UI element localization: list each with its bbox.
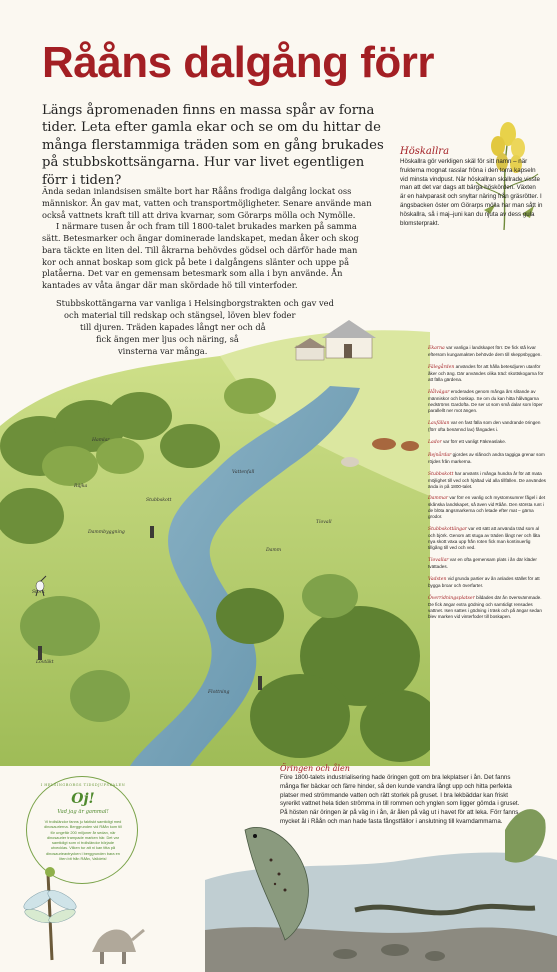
- page-title: Rååns dalgång förr: [42, 38, 434, 87]
- hoskallra-title: Höskallra: [400, 146, 450, 157]
- label-lovtakt: Lövtäkt: [36, 660, 54, 665]
- label-hamlar: Hamlar: [92, 438, 110, 443]
- label-stubbskott: Stubbskott: [146, 498, 172, 503]
- legend-entry: Rejnårdar gjordes av slånoch andra taggiga grenar som röjdes från markerna.: [428, 451, 545, 464]
- body-tapered-line-5: vinsterna var många.: [118, 346, 208, 356]
- label-rajka: Räjka: [74, 484, 88, 489]
- legend-entry: Stubbskottängar var ett sätt att använda träd som al och björk. Genom att stuga av träden långt ner och låta nya skott växa upp från roten fick man kontinuerlig tillgång till ved och ved.: [428, 526, 541, 551]
- legend-entry: Tiovallar var en ofta gemensam plats i ån där kläder tvättades.: [428, 557, 537, 570]
- legend-entry: Fälegården användes för att hålla betesdjuren utanför åker och äng. Där användes olika träd: skottskogarna för att fälla gärdena.: [428, 363, 544, 382]
- legend-entry: Vadsten vid grunda partier av ån anlades stället för att bygga broar och överfarter.: [428, 576, 540, 589]
- fish-section-text: Före 1800-talets industrialisering hade öringen gott om bra lekplatser i ån. Det fanns många fler bäckar och färre hinder, så den kunde vandra långt upp och hitta perfekta platser med strömmande vatten och rätt storlek på gruset. I bra lekbäddar kan friskt syrerikt vattnet hela tiden strömma in till rommen och ynglen som ligger gömda i gruset. På hösten när öringen är på väg in i ån, är ålen på väg ut i havet för att leka. Förr fanns mycket ål i Råån och man hade fasta fångstfällor i anslutning till kvarndammarna.: [280, 774, 520, 825]
- body-text: [42, 186, 372, 292]
- body-tapered-line-4: fick ängen mer ljus och näring, så: [96, 334, 239, 344]
- fish-section-title: Öringen och ålen: [280, 764, 350, 773]
- legend-entry: Överridningsplatser bildades där ån översvämmade. De fick ängar extra gödning och samtidigt rensades vattnet. Isen sattes i gödning i träsk och på ängar sedan blev marken vid vinterfoder till boskapen.: [428, 595, 542, 619]
- label-flottning: Flottning: [208, 690, 230, 695]
- label-tiovall: Tiovall: [316, 520, 332, 525]
- legend-column: [428, 345, 546, 626]
- body-paragraph-1: Ända sedan inlandsisen smälte bort har Rååns frodiga dalgång lockat oss människor. Ån gav mat, vatten och transportmöjligheter. Senare använde man också vattnets kraft till att driva kvarnar, som Görarps mölla och Nymölle.: [42, 186, 372, 220]
- hoskallra-text: Höskallra gör verkligen skäl för sitt namn – när frukterna mognat rasslar fröna i den torra kapseln vid minsta vindpust. När höskallran skallrade visste man att det var dags att bärga höskörden. Växten är en halvparasit och snyltar näring från gräsrötter. I ängsbacken öster om Görarps mölla har man sått in höskallra, så i maj–juni kan du njuta av dess gula blomsterprakt.: [400, 158, 543, 227]
- label-vattenfall: Vattenfall: [232, 470, 255, 475]
- body-tapered-line-3: till djuren. Träden kapades långt ner och då: [80, 322, 266, 332]
- dragonfly-dinosaur-illustration: [8, 860, 148, 972]
- bubble-subtitle: Vad jag är gammal!: [57, 809, 109, 815]
- label-damm: Damm: [266, 548, 282, 553]
- label-dammbyggning: Dammbyggning: [88, 530, 125, 535]
- fish-river-illustration: [205, 790, 557, 972]
- bubble-heading: I HELSINGBORGS TIDSDJUPSKALEN: [40, 783, 126, 787]
- landscape-illustration: [0, 296, 430, 766]
- label-stork: Stork: [32, 590, 45, 595]
- body-paragraph-2: I närmare tusen år och fram till 1800-talet brukades marken på samma sätt. Betesmarker och ängar dominerade landskapet, medan åker och skog bara täckte en liten del. Till åkrarna behövdes gödsel och därför hade man kor och annat boskap som gick på bete i dalgångens slänter och uppe på platåerna. Det var en gemensam betesmark som alla i byn använde. Ån kantades av våta ängar där man skördade hö till vinterfoder.: [42, 221, 359, 291]
- legend-entry: Lador var förr ett vanligt Fäkreaslake.: [428, 438, 507, 445]
- legend-entry: Hålvägar eroderades genom många års slitande av människor och boskap. Se om du kan hitta hålvägarna nedströms Gardofta. De ser ut som små dalar som löper parallellt ner mot ängen.: [428, 388, 543, 413]
- legend-entry: Ekarna var vanliga i landskapet förr. De fick stå kvar eftersom kungamakten behövde dem till skeppsbyggen.: [428, 345, 542, 357]
- legend-entry: Laxfällan var en fast fälla som den vandrande öringen (förr ofta benämnd lax) fångades i.: [428, 419, 541, 432]
- bubble-body-text: Vi trollsländor fanns ju faktiskt samtidigt med dinosaurierna. Berggrunden vid Råån kom till för ungefär 200 miljoner år sedan, när dinosaurier trampade marken här. Det var samtidigt som vi trollsländor började utvecklas. Vilken tur att ni kan titta på dinosaurieavtrycken i berggrunden bara en liten bit från Råån, Valldets!: [44, 819, 122, 861]
- intro-text: Längs åpromenaden finns en massa spår av forna tider. Leta efter gamla ekar och se om du hittar de många flerstammiga träden som en gång brukades på stubbskottsängarna. Hur var livet egentligen förr i tiden?: [42, 103, 384, 188]
- body-tapered-line-1: Stubbskottängarna var vanliga i Helsingborgstrakten och gav ved: [56, 298, 334, 308]
- legend-entry: Stubbskott har använts i många hundra år för att mata möjlighet till ved och hjältad vid alla tillfällen. De användes ända in på 1800-talet.: [428, 470, 546, 489]
- bubble-exclamation: Oj!: [71, 791, 95, 807]
- body-tapered-line-2: och material till redskap och stängsel, löven blev foder: [64, 310, 296, 320]
- legend-entry: Dammar var förr en vanlig och mystomsumrer fågel i det skånska landskapet, så även vid Råån. Den största runt i de blöta ängsmarkerna och letade efter mat – gärna grodor.: [428, 495, 546, 520]
